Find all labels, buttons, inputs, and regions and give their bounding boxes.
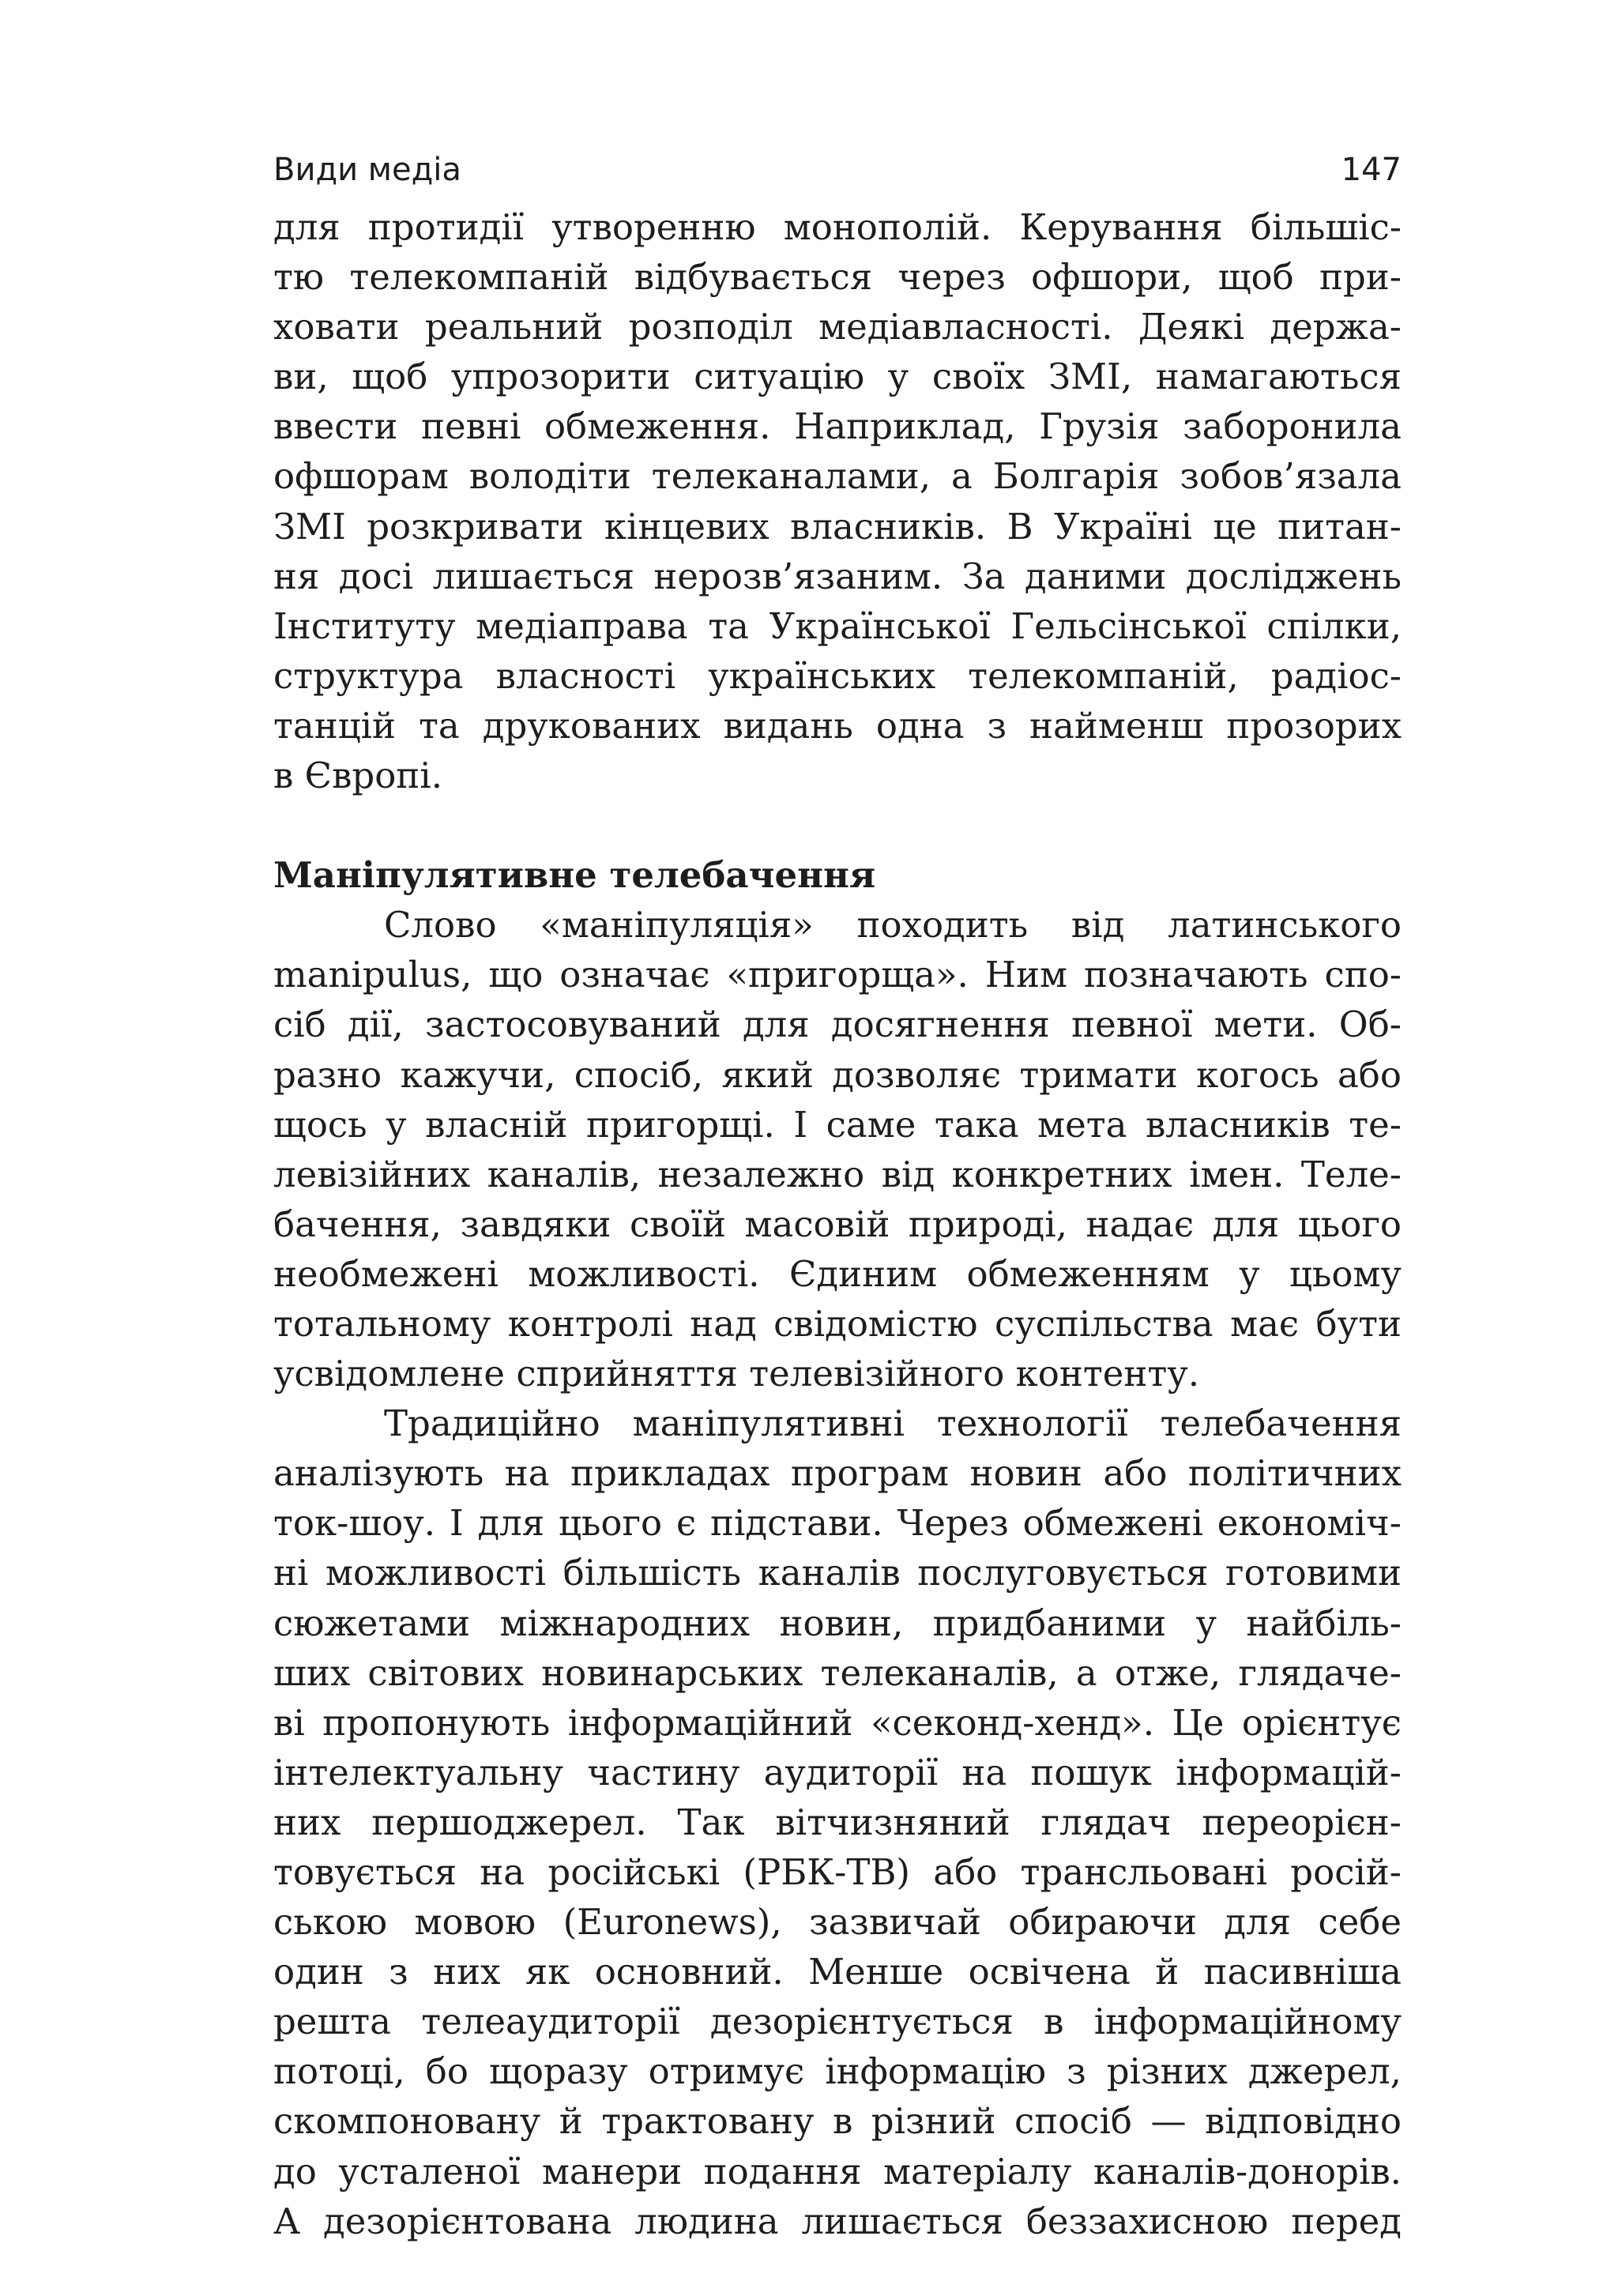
text-line: офшорам володіти телеканалами, а Болгарія зобов’язала bbox=[273, 455, 1402, 498]
text-line: Слово «маніпуляція» походить від латинського bbox=[384, 904, 1402, 947]
paragraph-manipulation-definition bbox=[273, 900, 1402, 1398]
text-line: структура власності українських телекомпаній, радіос- bbox=[273, 654, 1402, 697]
text-line: танцій та друкованих видань одна з найменш прозорих bbox=[273, 704, 1402, 747]
text-line: тотальному контролі над свідомістю суспільства має бути bbox=[273, 1302, 1402, 1345]
text-line: аналізують на прикладах програм новин або політичних bbox=[273, 1452, 1402, 1495]
section-spacer bbox=[273, 800, 1402, 850]
text-line: один з них як основний. Менше освічена й пасивніша bbox=[273, 1951, 1402, 1993]
page-number: 147 bbox=[1341, 152, 1402, 188]
text-line: ською мовою (Euronews), зазвичай обираючи для себе bbox=[273, 1901, 1402, 1944]
text-line: сюжетами міжнародних новин, придбаними у найбіль- bbox=[273, 1602, 1402, 1644]
text-line: Традиційно маніпулятивні технології телебачення bbox=[384, 1402, 1402, 1445]
text-line: ви, щоб упрозорити ситуацію у своїх ЗМІ, намагаються bbox=[273, 356, 1402, 398]
text-line: бачення, завдяки своїй масовій природі, надає для цього bbox=[273, 1203, 1402, 1245]
body-text bbox=[273, 202, 1402, 2246]
text-line: інтелектуальну частину аудиторії на пошук інформацій- bbox=[273, 1751, 1402, 1794]
book-page bbox=[273, 150, 1402, 2246]
text-line: разно кажучи, спосіб, який дозволяє тримати когось або bbox=[273, 1053, 1402, 1096]
text-line: скомпоновану й трактовану в різний спосіб — відповідно bbox=[273, 2100, 1402, 2143]
text-line: товується на російські (РБК-ТВ) або трансльовані росій- bbox=[273, 1851, 1402, 1893]
text-line: ві пропонують інформаційний «секонд-хенд». Це орієнтує bbox=[273, 1701, 1402, 1744]
text-line: ня досі лишається нерозв’язаним. За даними досліджень bbox=[273, 555, 1402, 597]
text-line: ні можливості більшість каналів послуговується готовими bbox=[273, 1552, 1402, 1594]
paragraph-media-ownership bbox=[273, 202, 1402, 800]
text-line: левізійних каналів, незалежно від конкретних імен. Теле- bbox=[273, 1153, 1402, 1195]
text-line: ховати реальний розподіл медіавласності. Деякі держа- bbox=[273, 306, 1402, 348]
running-head bbox=[273, 150, 1402, 202]
text-line: ввести певні обмеження. Наприклад, Грузія заборонила bbox=[273, 405, 1402, 448]
text-line: до усталеної манери подання матеріалу каналів-донорів. bbox=[273, 2150, 1402, 2192]
text-line: manipulus, що означає «пригорща». Ним позначають спо- bbox=[273, 954, 1402, 996]
text-line: Інституту медіаправа та Української Гельсінської спілки, bbox=[273, 604, 1402, 647]
text-line: А дезорієнтована людина лишається беззахисною перед bbox=[273, 2200, 1402, 2242]
text-line: них першоджерел. Так вітчизняний глядач переорієн- bbox=[273, 1801, 1402, 1843]
text-line: ших світових новинарських телеканалів, а отже, глядаче- bbox=[273, 1651, 1402, 1694]
paragraph-news-technologies bbox=[273, 1398, 1402, 2246]
text-line: усвідомлене сприйняття телевізійного контенту. bbox=[273, 1353, 1200, 1395]
section-heading: Маніпулятивне телебачення bbox=[273, 854, 876, 897]
text-line: щось у власній пригорщі. І саме така мета власників те- bbox=[273, 1103, 1402, 1146]
text-line: сіб дії, застосовуваний для досягнення певної мети. Об- bbox=[273, 1003, 1402, 1046]
text-line: для протидії утворенню монополій. Керування більшіс- bbox=[273, 206, 1402, 248]
text-line: необмежені можливості. Єдиним обмеженням у цьому bbox=[273, 1252, 1402, 1295]
running-head-section: Види медіа bbox=[273, 152, 461, 188]
text-line: потоці, бо щоразу отримує інформацію з різних джерел, bbox=[273, 2050, 1402, 2093]
text-line: ток-шоу. І для цього є підстави. Через обмежені економіч- bbox=[273, 1502, 1402, 1545]
text-line: решта телеаудиторії дезорієнтується в інформаційному bbox=[273, 2001, 1402, 2043]
text-line: тю телекомпаній відбувається через офшори, щоб при- bbox=[273, 256, 1402, 299]
text-line: в Європі. bbox=[273, 755, 442, 797]
text-line: ЗМІ розкривати кінцевих власників. В Україні це питан- bbox=[273, 505, 1402, 548]
